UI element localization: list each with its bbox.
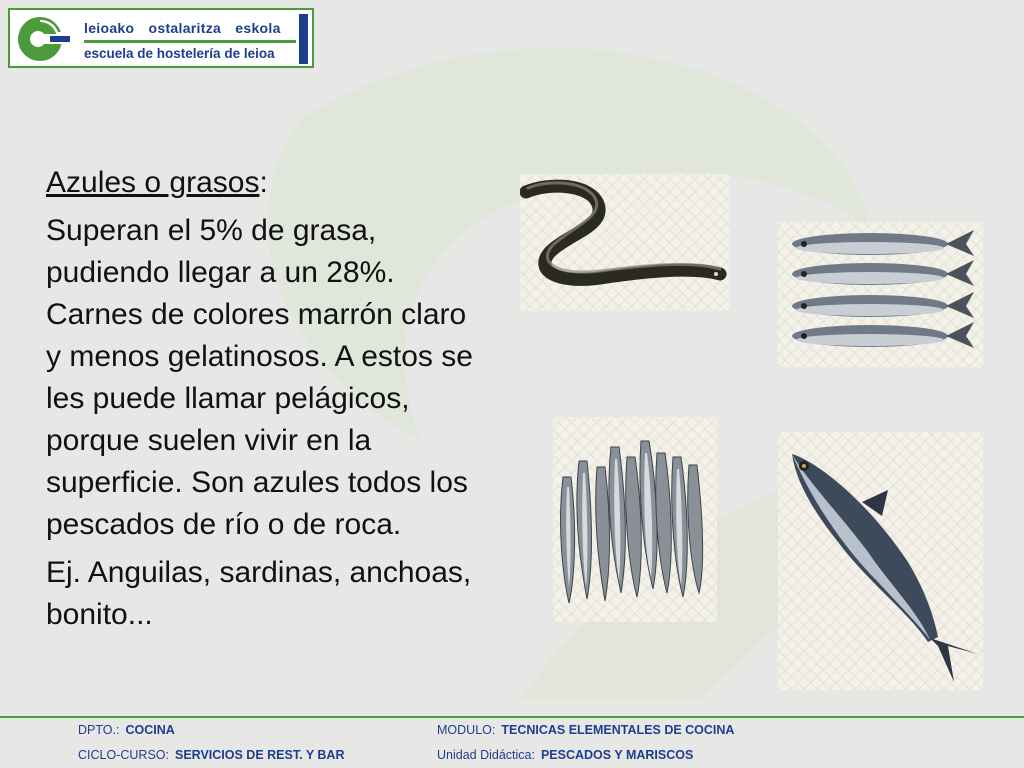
footer-course: [78, 748, 344, 762]
anchovies-illustration: [553, 417, 717, 622]
department-label: DPTO.:: [78, 723, 120, 737]
slide-heading: [46, 162, 486, 204]
unit-label: Unidad Didáctica:: [437, 748, 535, 762]
logo-side-bar: [299, 14, 308, 64]
logo-text-basque: leioako ostalaritza eskola: [84, 20, 281, 36]
anchovies-photo: [553, 417, 717, 622]
slide-body: [46, 162, 486, 642]
bonito-illustration: [778, 432, 983, 690]
footer-department: [78, 723, 175, 737]
footer-unit: [437, 748, 693, 762]
logo-mark-icon: [14, 14, 70, 64]
heading-term: Azules o grasos: [46, 166, 260, 199]
module-value: TECNICAS ELEMENTALES DE COCINA: [501, 723, 735, 737]
footer-module: [437, 723, 734, 737]
unit-value: PESCADOS Y MARISCOS: [540, 748, 694, 762]
module-label: MODULO:: [437, 723, 496, 737]
school-logo: [8, 8, 314, 68]
eel-illustration: [520, 174, 730, 311]
footer: [0, 718, 1024, 768]
course-label: CICLO-CURSO:: [78, 748, 169, 762]
department-value: COCINA: [125, 723, 175, 737]
sardines-photo: [778, 222, 983, 367]
sardines-illustration: [778, 222, 983, 367]
course-value: SERVICIOS DE REST. Y BAR: [174, 748, 345, 762]
heading-colon: :: [259, 166, 268, 199]
logo-divider: [84, 40, 296, 43]
bonito-photo: [778, 432, 983, 690]
examples-paragraph: Ej. Anguilas, sardinas, anchoas, bonito...: [46, 556, 472, 631]
description-paragraph: Superan el 5% de grasa, pudiendo llegar a un 28%. Carnes de colores marrón claro y menos gelatinosos. A estos se les puede llamar pelágicos, porque suelen vivir en la superficie. Son azules todos los pescados de río o de roca.: [46, 214, 473, 541]
eel-photo: [520, 174, 730, 311]
logo-text-spanish: escuela de hostelería de leioa: [84, 46, 275, 61]
